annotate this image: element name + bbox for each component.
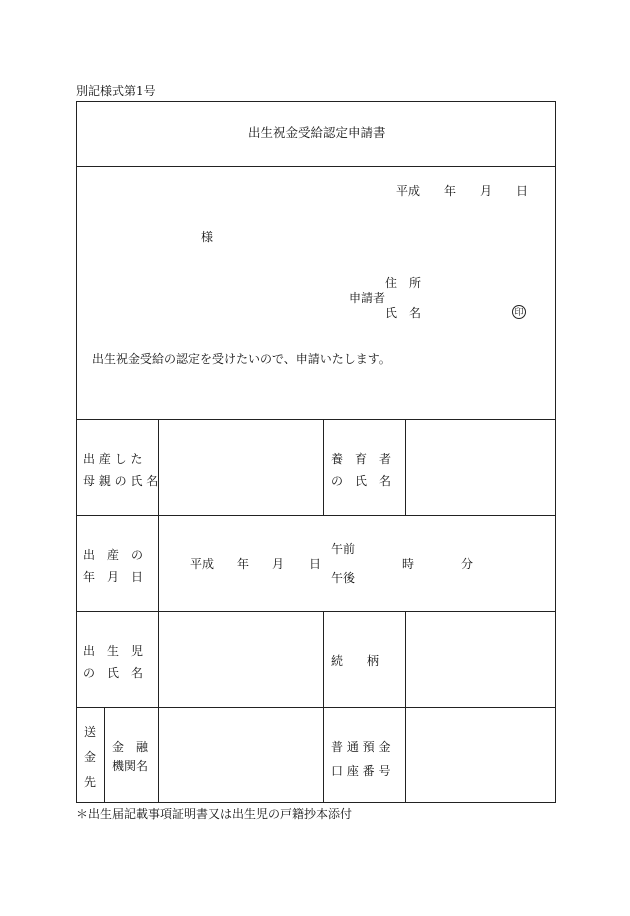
- col-remit-divider: [104, 707, 105, 803]
- divider-title: [76, 166, 556, 167]
- child-name-label-2: の 氏 名: [83, 666, 144, 680]
- form-title: 出生祝金受給認定申請書: [248, 125, 386, 140]
- bank-name-label-1: 金 融: [112, 740, 149, 754]
- birth-time-hour: 時: [402, 557, 415, 571]
- date-day: 日: [516, 184, 529, 198]
- seal-mark-icon: 印: [512, 305, 526, 319]
- guardian-name-label-2: の 氏 名: [331, 474, 392, 488]
- birth-date-day: 日: [309, 557, 322, 571]
- birth-date-year: 年: [237, 557, 250, 571]
- date-era: 平成: [396, 184, 421, 198]
- col-mid-divider-a: [323, 419, 324, 515]
- birth-time-minute: 分: [461, 557, 474, 571]
- application-statement: 出生祝金受給の認定を受けたいので、申請いたします。: [92, 352, 391, 366]
- col-mid-divider-b: [323, 611, 324, 803]
- mother-name-field[interactable]: [159, 420, 322, 514]
- child-name-field[interactable]: [159, 612, 322, 706]
- remittance-label-2: 金: [84, 750, 97, 764]
- account-number-label-1: 普 通 預 金: [331, 740, 391, 754]
- remittance-label-3: 先: [84, 775, 97, 789]
- divider-row-1: [76, 515, 556, 516]
- birth-date-era: 平成: [190, 557, 215, 571]
- remittance-label-1: 送: [84, 725, 97, 739]
- applicant-name-label: 氏 名: [385, 306, 422, 320]
- date-month: 月: [480, 184, 493, 198]
- form-number: 別記様式第1号: [76, 84, 156, 98]
- birth-date-label-2: 年 月 日: [83, 570, 144, 584]
- attachment-footnote: ＊出生届記載事項証明書又は出生児の戸籍抄本添付: [76, 807, 353, 821]
- birth-time-pm[interactable]: 午後: [331, 571, 356, 585]
- birth-date-label-1: 出 産 の: [83, 548, 144, 562]
- date-year: 年: [444, 184, 457, 198]
- guardian-name-label-1: 養 育 者: [331, 452, 392, 466]
- account-number-label-2: 口 座 番 号: [331, 764, 391, 778]
- birth-date-month: 月: [272, 557, 285, 571]
- bank-name-field[interactable]: [159, 708, 322, 802]
- mother-name-label-1: 出 産 し た: [83, 452, 143, 466]
- relation-label: 続 柄: [331, 654, 380, 668]
- birth-time-am[interactable]: 午前: [331, 542, 356, 556]
- guardian-name-field[interactable]: [406, 420, 555, 514]
- mother-name-label-2: 母 親 の 氏 名: [83, 474, 159, 488]
- applicant-label: 申請者: [349, 291, 386, 305]
- account-number-field[interactable]: [406, 708, 555, 802]
- applicant-address-label: 住 所: [385, 276, 422, 290]
- child-name-label-1: 出 生 児: [83, 644, 144, 658]
- bank-name-label-2: 機関名: [112, 759, 149, 773]
- addressee-suffix: 様: [201, 230, 214, 244]
- relation-field[interactable]: [406, 612, 555, 706]
